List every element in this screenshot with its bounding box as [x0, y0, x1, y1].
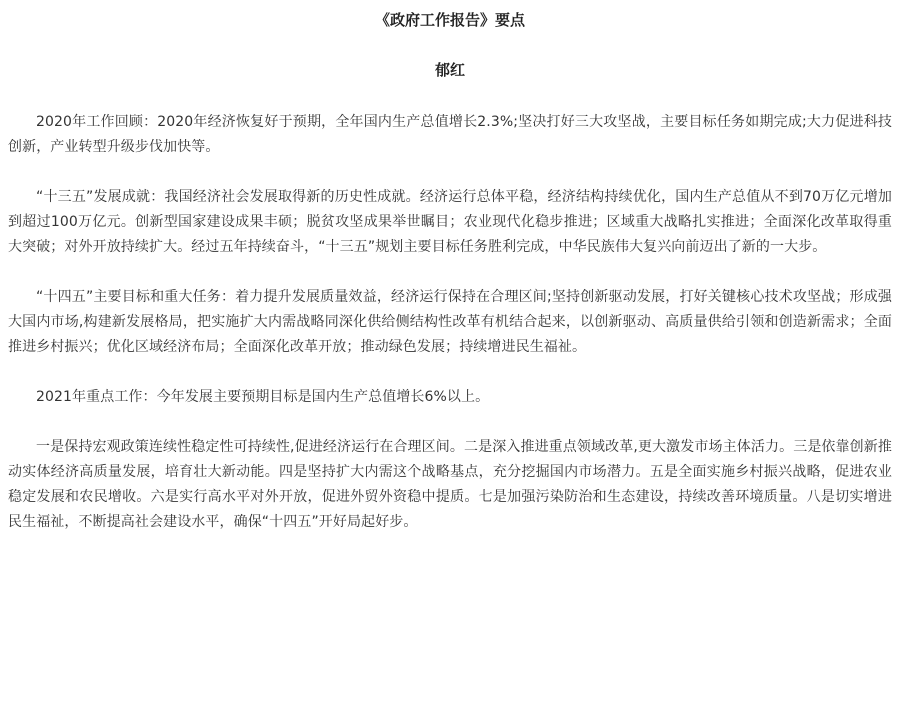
paragraph-2020-review: 2020年工作回顾：2020年经济恢复好于预期，全年国内生产总值增长2.3%;坚决打好三大攻坚战，主要目标任务如期完成;大力促进科技创新，产业转型升级步伐加快等。 — [8, 114, 892, 155]
paragraph-2021-key-work: 2021年重点工作：今年发展主要预期目标是国内生产总值增长6%以上。 — [36, 389, 490, 405]
paragraph-2021-tasks: 一是保持宏观政策连续性稳定性可持续性,促进经济运行在合理区间。二是深入推进重点领域改革,更大激发市场主体活力。三是依靠创新推动实体经济高质量发展，培育壮大新动能。四是坚持扩大内需这个战略基点，充分挖掘国内市场潜力。五是全面实施乡村振兴战略，促进农业稳定发展和农民增收。六是实行高水平对外开放，促进外贸外资稳中提质。七是加强污染防治和生态建设，持续改善环境质量。八是切实增进民生福祉，不断提高社会建设水平，确保“十四五”开好局起好步。 — [8, 439, 892, 530]
paragraph-14th-five-year-goals: “十四五”主要目标和重大任务：着力提升发展质量效益，经济运行保持在合理区间;坚持创新驱动发展，打好关键核心技术攻坚战；形成强大国内市场,构建新发展格局，把实施扩大内需战略同深化供给侧结构性改革有机结合起来，以创新驱动、高质量供给引领和创造新需求；全面推进乡村振兴；优化区域经济布局；全面深化改革开放；推动绿色发展；持续增进民生福祉。 — [8, 289, 892, 355]
document-page — [0, 10, 902, 726]
document-author: 郁红 — [434, 61, 465, 79]
paragraph-13th-five-year-achievements: “十三五”发展成就：我国经济社会发展取得新的历史性成就。经济运行总体平稳，经济结构持续优化，国内生产总值从不到70万亿元增加到超过100万亿元。创新型国家建设成果丰硕；脱贫攻坚成果举世瞩目；农业现代化稳步推进；区域重大战略扎实推进；全面深化改革取得重大突破；对外开放持续扩大。经过五年持续奋斗，“十三五”规划主要目标任务胜利完成，中华民族伟大复兴向前迈出了新的一大步。 — [8, 189, 892, 255]
document-title: 《政府工作报告》要点 — [374, 11, 525, 29]
